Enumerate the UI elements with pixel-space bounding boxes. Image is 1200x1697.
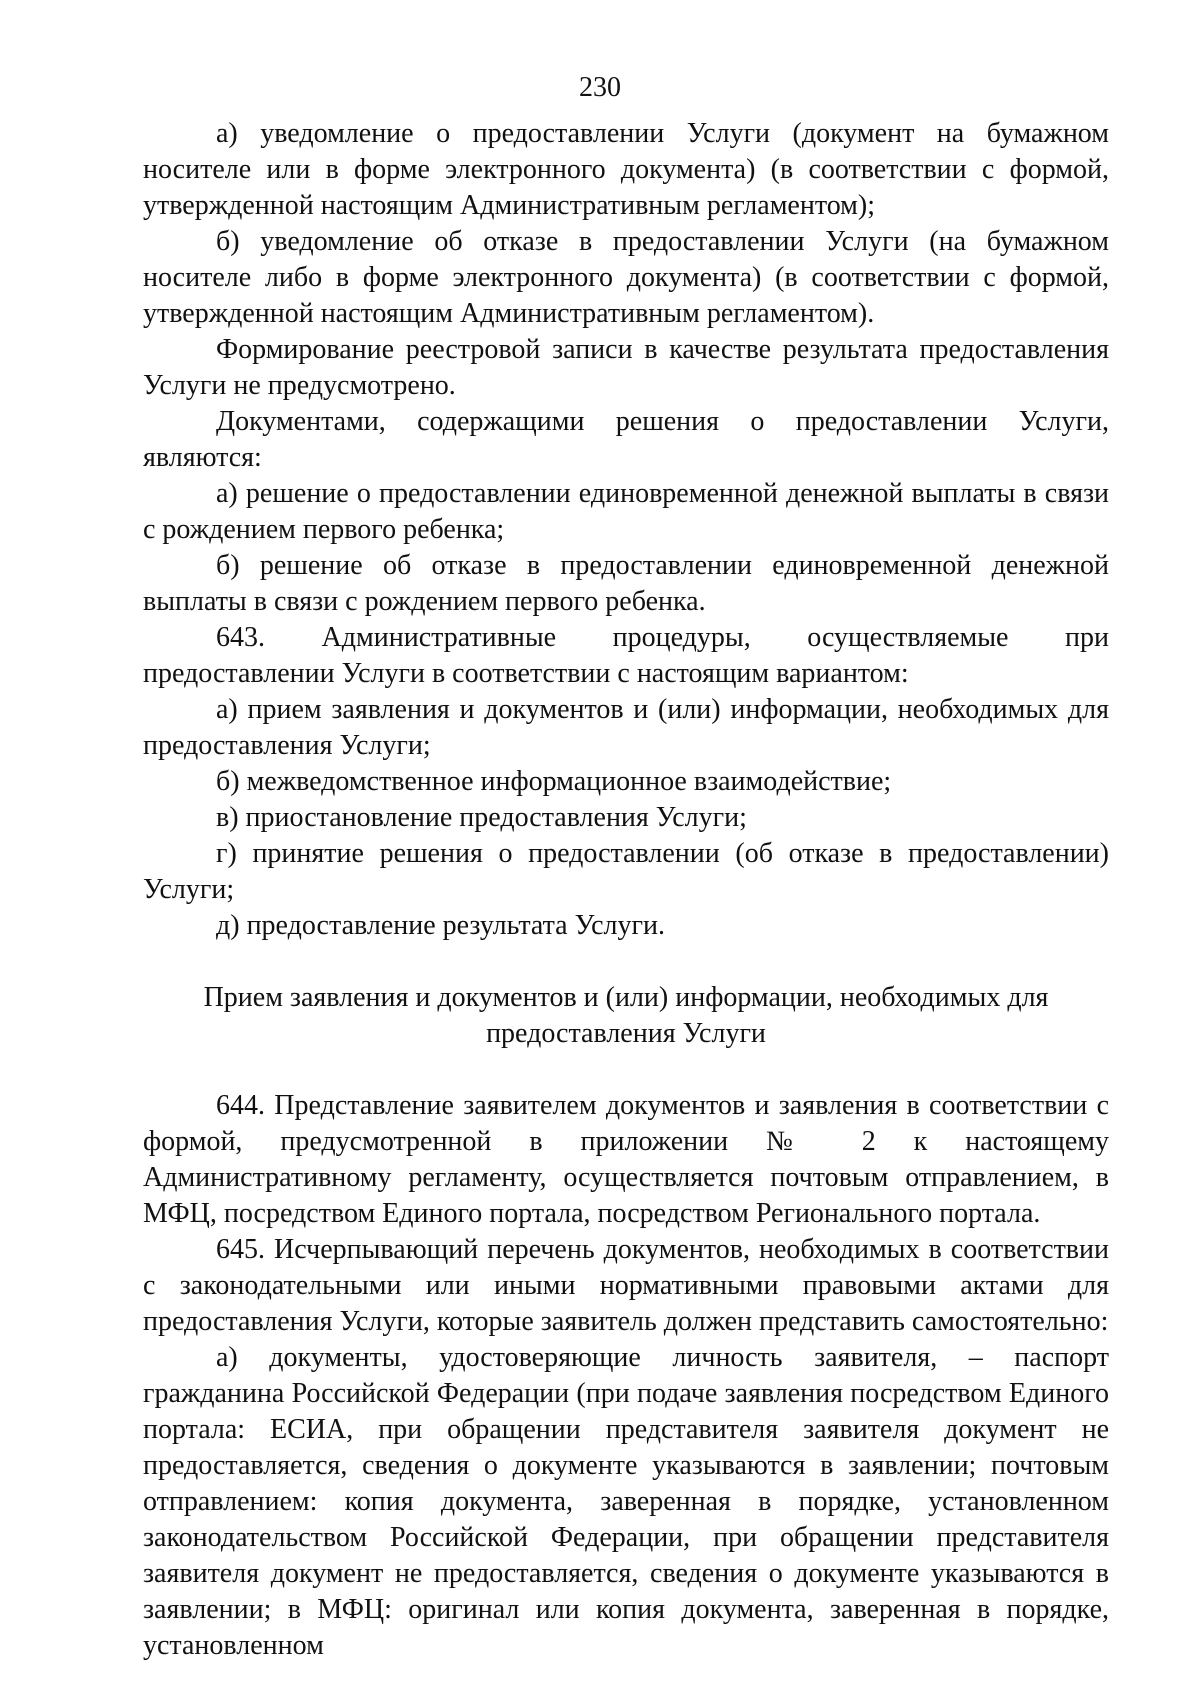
paragraph-645: 645. Исчерпывающий перечень документов, необходимых в соответствии с законодательными или иными нормативными правовыми актами для предоставления Услуги, которые заявитель должен представить самостоятельно: bbox=[143, 1234, 1109, 1337]
paragraph-decision-a: а) решение о предоставлении единовременной денежной выплаты в связи с рождением первого ребенка; bbox=[143, 478, 1109, 545]
document-body bbox=[143, 116, 1109, 1664]
section-heading-line-1: Прием заявления и документов и (или) информации, необходимых для bbox=[203, 982, 1049, 1013]
paragraph-643: 643. Административные процедуры, осуществляемые при предоставлении Услуги в соответствии с настоящим вариантом: bbox=[143, 622, 1109, 689]
paragraph-644: 644. Представление заявителем документов и заявления в соответствии с формой, предусмотренной в приложении № 2 к настоящему Административному регламенту, осуществляется почтовым отправлением, в МФЦ, посредством Единого портала, посредством Регионального портала. bbox=[143, 1090, 1109, 1229]
paragraph-645-a: а) документы, удостоверяющие личность заявителя, – паспорт гражданина Российской Федерации (при подаче заявления посредством Единого портала: ЕСИА, при обращении представителя заявителя документ не предоставляется, сведения о документе указываются в заявлении; почтовым отправлением: копия документа, заверенная в порядке, установленном законодательством Российской Федерации, при обращении представителя заявителя документ не предоставляется, сведения о документе указываются в заявлении; в МФЦ: оригинал или копия документа, заверенная в порядке, установленном bbox=[143, 1342, 1109, 1661]
paragraph-registry-record: Формирование реестровой записи в качестве результата предоставления Услуги не предусмотрено. bbox=[143, 334, 1109, 401]
paragraph-procedure-b: б) межведомственное информационное взаимодействие; bbox=[216, 766, 892, 797]
section-heading bbox=[143, 980, 1109, 1052]
paragraph-result-notice-a: а) уведомление о предоставлении Услуги (документ на бумажном носителе или в форме электронного документа) (в соответствии с формой, утвержденной настоящим Административным регламентом); bbox=[143, 118, 1109, 221]
page-number: 230 bbox=[579, 72, 621, 103]
paragraph-procedure-a: а) прием заявления и документов и (или) информации, необходимых для предоставления Услуги; bbox=[143, 694, 1109, 761]
paragraph-procedure-e: д) предоставление результата Услуги. bbox=[216, 910, 665, 941]
paragraph-procedure-c: в) приостановление предоставления Услуги; bbox=[216, 802, 747, 833]
paragraph-procedure-d: г) принятие решения о предоставлении (об отказе в предоставлении) Услуги; bbox=[143, 838, 1109, 905]
paragraph-decision-documents: Документами, содержащими решения о предоставлении Услуги, являются: bbox=[143, 406, 1109, 473]
paragraph-decision-b: б) решение об отказе в предоставлении единовременной денежной выплаты в связи с рождением первого ребенка. bbox=[143, 550, 1109, 617]
paragraph-result-notice-b: б) уведомление об отказе в предоставлении Услуги (на бумажном носителе либо в форме электронного документа) (в соответствии с формой, утвержденной настоящим Административным регламентом). bbox=[143, 226, 1109, 329]
section-heading-line-2: предоставления Услуги bbox=[486, 1018, 766, 1049]
